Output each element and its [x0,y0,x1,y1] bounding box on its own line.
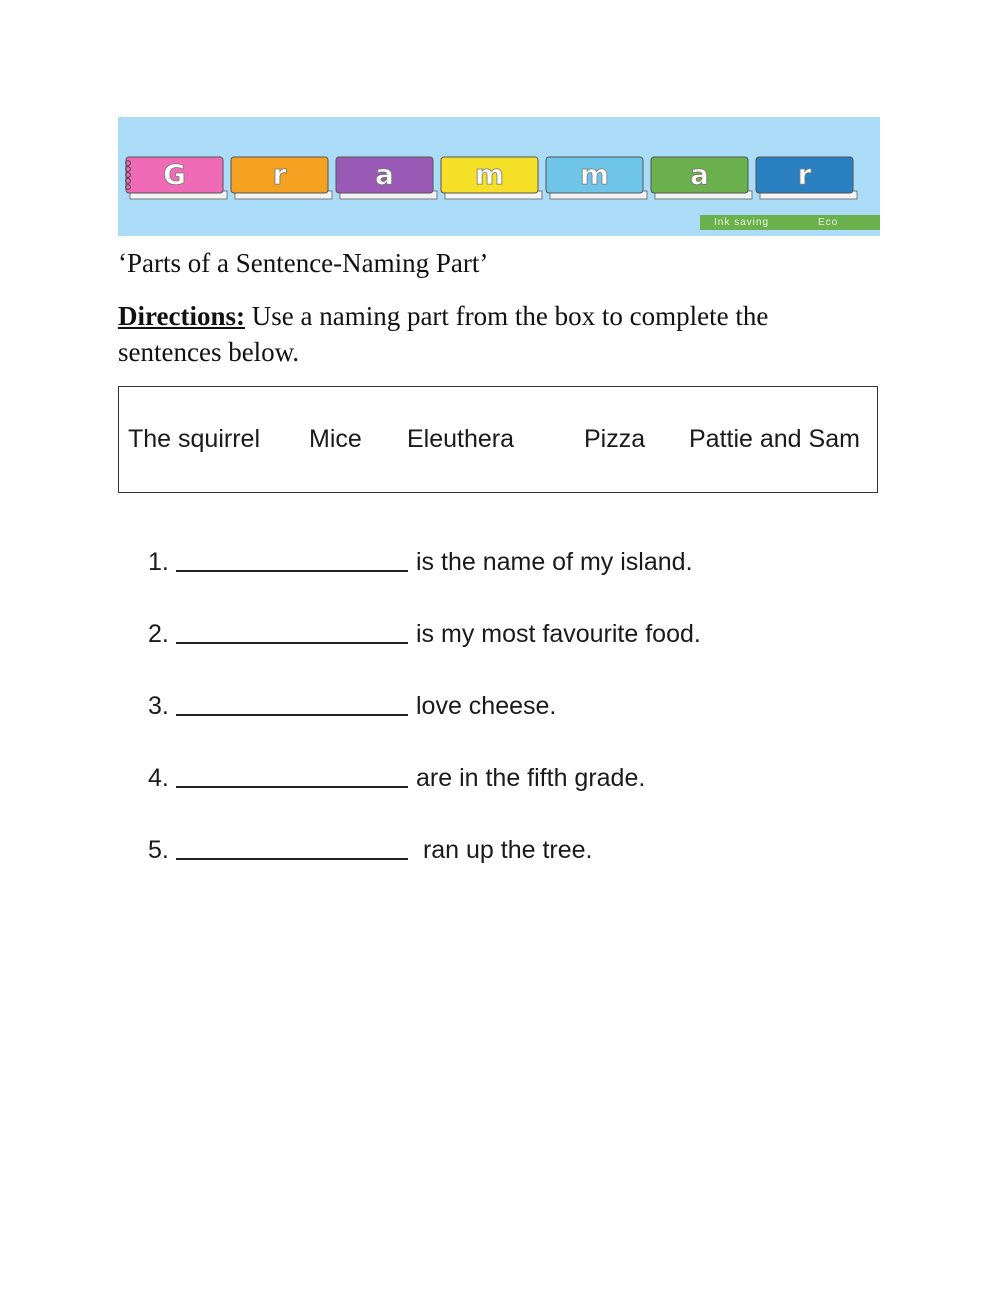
book-2 [336,157,437,199]
question-number: 5. [148,836,169,864]
word-bank-box [118,386,878,493]
banner-letter: m [474,158,505,191]
banner-letter: r [797,158,812,191]
question-text: is the name of my island. [416,548,693,576]
question-text: is my most favourite food. [416,620,701,648]
directions-text: Use a naming part from the box to complete the sentences below. [118,301,769,367]
word-bank-item: Pattie and Sam [689,425,860,453]
answer-blank[interactable] [176,764,408,788]
book-3 [441,157,542,199]
banner-letter: G [163,158,186,191]
question-number: 2. [148,620,169,648]
word-bank-item: The squirrel [128,425,260,453]
eco-badge [700,215,880,230]
banner-letter: r [272,158,287,191]
banner-letter: m [579,158,610,191]
book-1 [231,157,332,199]
question-item [148,620,701,649]
word-bank-item: Mice [309,425,362,453]
directions [118,298,858,370]
worksheet-title: ‘Parts of a Sentence-Naming Part’ [118,248,489,278]
book-5 [651,157,752,199]
question-number: 1. [148,548,169,576]
banner-letter: a [375,158,394,191]
question-item [148,836,593,865]
grammar-banner [118,117,880,236]
question-item [148,692,556,721]
question-text: are in the fifth grade. [416,764,646,792]
eco-label: Eco [818,217,839,228]
banner-letter: a [690,158,709,191]
ink-saving-label: Ink saving [714,217,770,228]
directions-label: Directions: [118,301,245,331]
word-bank-item: Eleuthera [407,425,515,453]
question-item [148,764,645,793]
question-text: love cheese. [416,692,557,720]
book-4 [546,157,647,199]
question-number: 4. [148,764,169,792]
answer-blank[interactable] [176,620,408,644]
question-item [148,548,693,577]
word-bank-item: Pizza [584,425,646,453]
answer-blank[interactable] [176,836,408,860]
book-0 [126,157,227,199]
answer-blank[interactable] [176,548,408,572]
question-number: 3. [148,692,169,720]
book-6 [756,157,857,199]
question-text: ran up the tree. [416,836,593,864]
answer-blank[interactable] [176,692,408,716]
